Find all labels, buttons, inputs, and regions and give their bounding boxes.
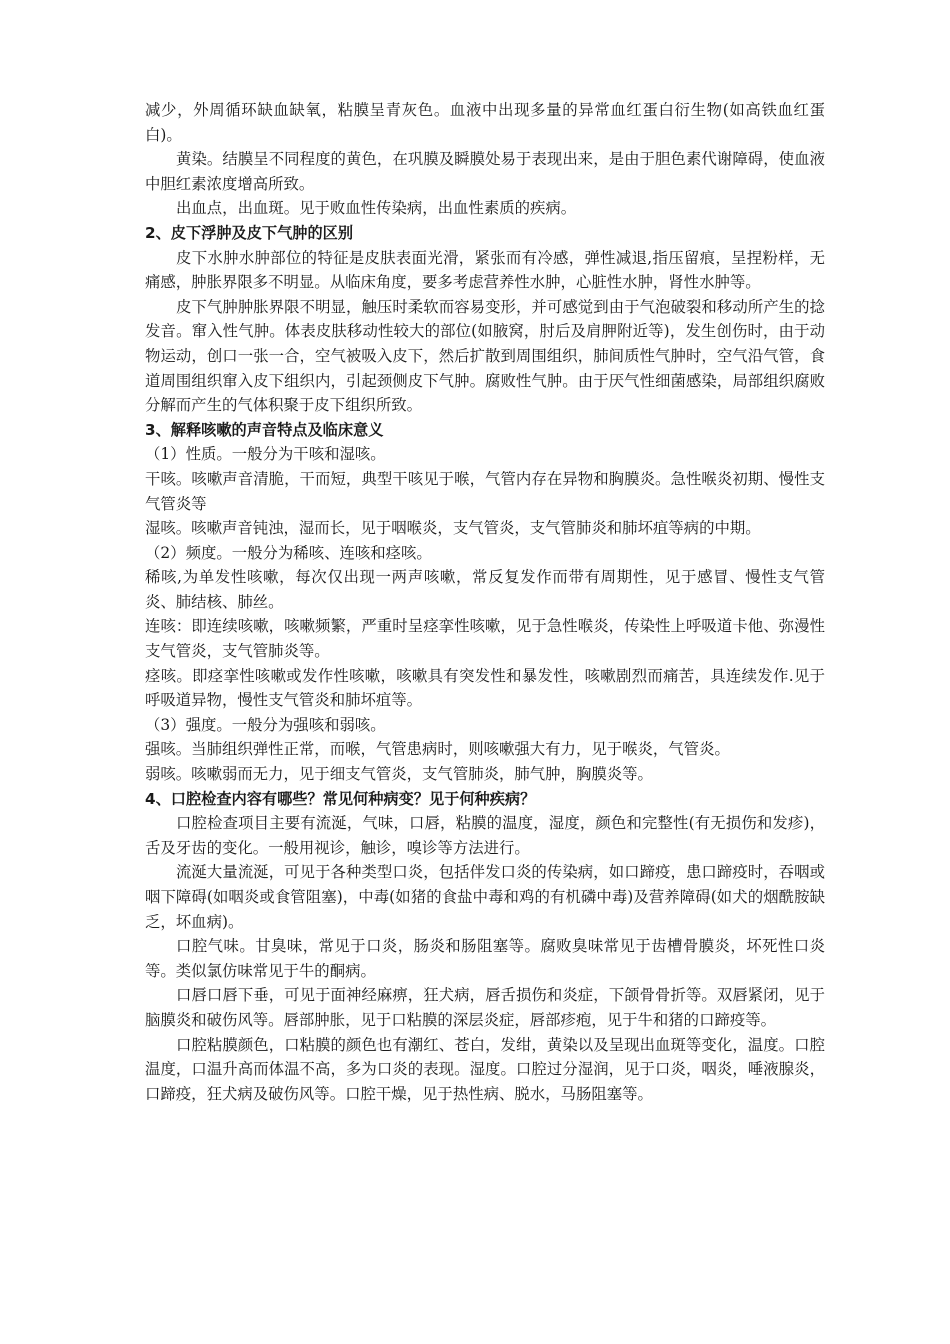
paragraph-sparse-cough: 稀咳,为单发性咳嗽，每次仅出现一两声咳嗽，常反复发作而带有周期性，见于感冒、慢性支气管炎、肺结核、肺丝。 bbox=[145, 568, 825, 611]
paragraph-continuous-cough: 连咳：即连续咳嗽，咳嗽频繁，严重时呈痉挛性咳嗽，见于急性喉炎，传染性上呼吸道卡他、弥漫性支气管炎，支气管肺炎等。 bbox=[145, 617, 825, 661]
section-heading-3: 3、解释咳嗽的声音特点及临床意义 bbox=[145, 420, 384, 439]
paragraph-emphysema: 皮下气肿肿胀界限不明显，触压时柔软而容易变形，并可感觉到由于气泡破裂和移动所产生的捻发音。窜入性气肿。体表皮肤移动性较大的部位(如腋窝，肘后及肩胛附近等)，发生创伤时，由于动物运动，创口一张一合，空气被吸入皮下，然后扩散到周围组织，肺间质性气肿时，空气沿气管，食道周围组织窜入皮下组织内，引起颈侧皮下气肿。腐败性气肿。由于厌气性细菌感染，局部组织腐败分解而产生的气体积聚于皮下组织所致。 bbox=[145, 297, 825, 415]
paragraph-oral-mucosa: 口腔粘膜颜色，口粘膜的颜色也有潮红、苍白，发绀，黄染以及呈现出血斑等变化，温度。口腔温度，口温升高而体温不高，多为口炎的表现。湿度。口腔过分湿润，见于口炎，咽炎，唾液腺炎，口蹄疫，狂犬病及破伤风等。口腔干燥，见于热性病、脱水，马肠阻塞等。 bbox=[145, 1035, 825, 1103]
paragraph-spasmodic-cough: 痉咳。即痉挛性咳嗽或发作性咳嗽，咳嗽具有突发性和暴发性，咳嗽剧烈而痛苦，具连续发作.见于呼吸道异物，慢性支气管炎和肺坏疽等。 bbox=[145, 666, 825, 710]
paragraph-weak-cough: 弱咳。咳嗽弱而无力，见于细支气管炎，支气管肺炎，肺气肿，胸膜炎等。 bbox=[145, 765, 653, 784]
paragraph-jaundice: 黄染。结膜呈不同程度的黄色，在巩膜及瞬膜处易于表现出来，是由于胆色素代谢障碍，使血液中胆红素浓度增高所致。 bbox=[145, 150, 825, 193]
paragraph-dry-cough: 干咳。咳嗽声音清脆，干而短，典型干咳见于喉，气管内存在异物和胸膜炎。急性喉炎初期、慢性支气管炎等 bbox=[145, 469, 825, 513]
paragraph-lips: 口唇口唇下垂，可见于面神经麻痹，狂犬病，唇舌损伤和炎症，下颌骨骨折等。双唇紧闭，见于脑膜炎和破伤风等。唇部肿胀，见于口粘膜的深层炎症，唇部疹疱，见于牛和猪的口蹄疫等。 bbox=[145, 986, 825, 1029]
section-heading-2: 2、皮下浮肿及皮下气肿的区别 bbox=[145, 223, 354, 242]
paragraph-mucosa-cyanosis: 减少，外周循环缺血缺氧，粘膜呈青灰色。血液中出现多量的异常血红蛋白衍生物(如高铁血红蛋白)。 bbox=[145, 101, 825, 144]
paragraph-cough-frequency: （2）频度。一般分为稀咳、连咳和痉咳。 bbox=[145, 543, 432, 562]
paragraph-cough-intensity: （3）强度。一般分为强咳和弱咳。 bbox=[145, 715, 386, 734]
paragraph-oral-odor: 口腔气味。甘臭味，常见于口炎，肠炎和肠阻塞等。腐败臭味常见于齿槽骨膜炎，坏死性口炎等。类似氯仿味常见于牛的酮病。 bbox=[145, 937, 825, 980]
paragraph-wet-cough: 湿咳。咳嗽声音钝浊，湿而长，见于咽喉炎，支气管炎，支气管肺炎和肺坏疽等病的中期。 bbox=[145, 519, 761, 538]
paragraph-oral-exam: 口腔检查项目主要有流涎，气味，口唇，粘膜的温度，湿度，颜色和完整性(有无损伤和发疹)，舌及牙齿的变化。一般用视诊，触诊，嗅诊等方法进行。 bbox=[145, 814, 825, 857]
document-page bbox=[145, 98, 825, 1106]
section-heading-4: 4、口腔检查内容有哪些？常见何种病变？见于何种疾病？ bbox=[145, 789, 536, 808]
paragraph-cough-nature: （1）性质。一般分为干咳和湿咳。 bbox=[145, 445, 386, 464]
paragraph-edema: 皮下水肿水肿部位的特征是皮肤表面光滑，紧张而有冷感，弹性减退,指压留痕，呈捏粉样，无痛感，肿胀界限多不明显。从临床角度，要多考虑营养性水肿，心脏性水肿，肾性水肿等。 bbox=[145, 248, 825, 292]
paragraph-salivation: 流涎大量流涎，可见于各种类型口炎，包括伴发口炎的传染病，如口蹄疫，患口蹄疫时，吞咽或咽下障碍(如咽炎或食管阻塞)，中毒(如猪的食盐中毒和鸡的有机磷中毒)及营养障碍(如犬的烟酰胺缺乏，坏血病)。 bbox=[145, 863, 825, 931]
paragraph-strong-cough: 强咳。当肺组织弹性正常，而喉，气管患病时，则咳嗽强大有力，见于喉炎，气管炎。 bbox=[145, 740, 730, 759]
paragraph-hemorrhage: 出血点，出血斑。见于败血性传染病，出血性素质的疾病。 bbox=[176, 199, 577, 218]
